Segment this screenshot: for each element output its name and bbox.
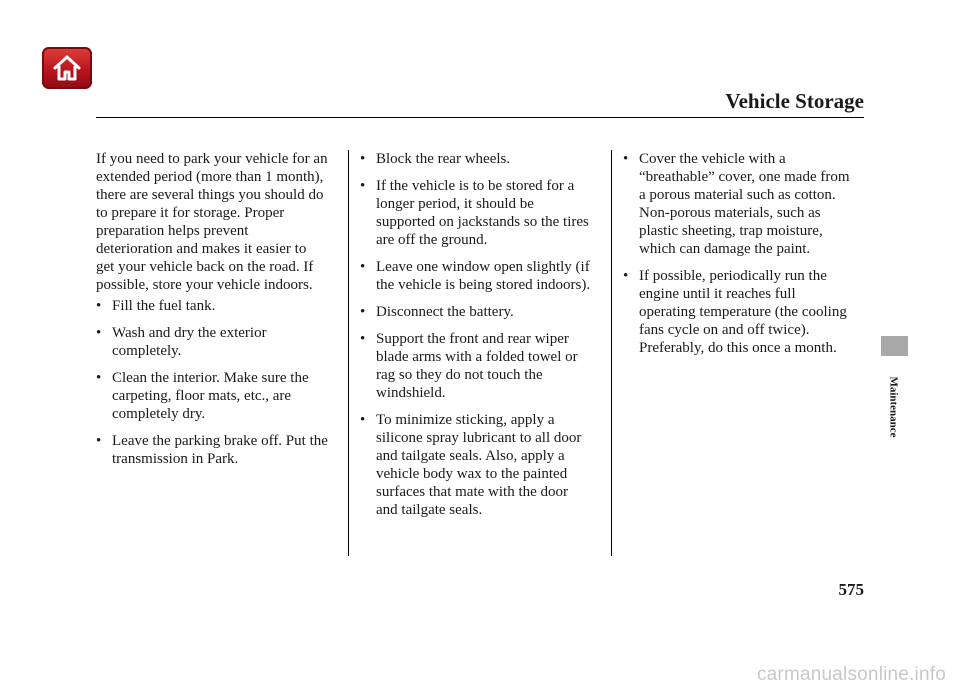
- list-item: • Block the rear wheels.: [360, 150, 592, 168]
- list-item: • Cover the vehicle with a “breathable” cover, one made from a porous material such as cotton. Non-porous materials, such as plastic sheeting, trap moisture, which can damage the paint.: [623, 150, 855, 258]
- column-divider: [348, 150, 349, 556]
- list-item: • Wash and dry the exterior completely.: [96, 324, 328, 360]
- list-item: • If possible, periodically run the engine until it reaches full operating temperature (the cooling fans cycle on and off twice). Preferably, do this once a month.: [623, 267, 855, 357]
- column-2: [360, 150, 592, 528]
- watermark: carmanualsonline.info: [756, 664, 946, 685]
- bullet-list-1: [96, 297, 328, 468]
- section-tab-label[interactable]: [887, 362, 901, 452]
- home-button[interactable]: [42, 47, 92, 89]
- list-item: • Leave the parking brake off. Put the transmission in Park.: [96, 432, 328, 468]
- list-item: • Leave one window open slightly (if the vehicle is being stored indoors).: [360, 258, 592, 294]
- intro-paragraph: If you need to park your vehicle for an extended period (more than 1 month), there are several things you should do to prepare it for storage. Proper preparation helps prevent deterioration and makes it easier to get your vehicle back on the road. If possible, store your vehicle indoors.: [96, 151, 328, 293]
- column-divider: [611, 150, 612, 556]
- list-item: • Disconnect the battery.: [360, 303, 592, 321]
- section-tab-marker[interactable]: [881, 336, 908, 356]
- list-item: • To minimize sticking, apply a silicone spray lubricant to all door and tailgate seals. Also, apply a vehicle body wax to the painted surfaces that mate with the door and tailgate seals.: [360, 411, 592, 519]
- home-icon: [52, 54, 82, 82]
- list-item: • Support the front and rear wiper blade arms with a folded towel or rag so they do not touch the windshield.: [360, 330, 592, 402]
- page-title: Vehicle Storage: [725, 89, 864, 113]
- title-rule: [96, 117, 864, 118]
- bullet-list-3: [623, 150, 855, 357]
- list-item: • Fill the fuel tank.: [96, 297, 328, 315]
- column-1: [96, 150, 328, 477]
- section-label-text: Maintenance: [888, 376, 901, 438]
- page-number: 575: [838, 580, 864, 599]
- bullet-list-2: [360, 150, 592, 519]
- list-item: • If the vehicle is to be stored for a longer period, it should be supported on jackstands so the tires are off the ground.: [360, 177, 592, 249]
- list-item: • Clean the interior. Make sure the carpeting, floor mats, etc., are completely dry.: [96, 369, 328, 423]
- column-3: [623, 150, 855, 366]
